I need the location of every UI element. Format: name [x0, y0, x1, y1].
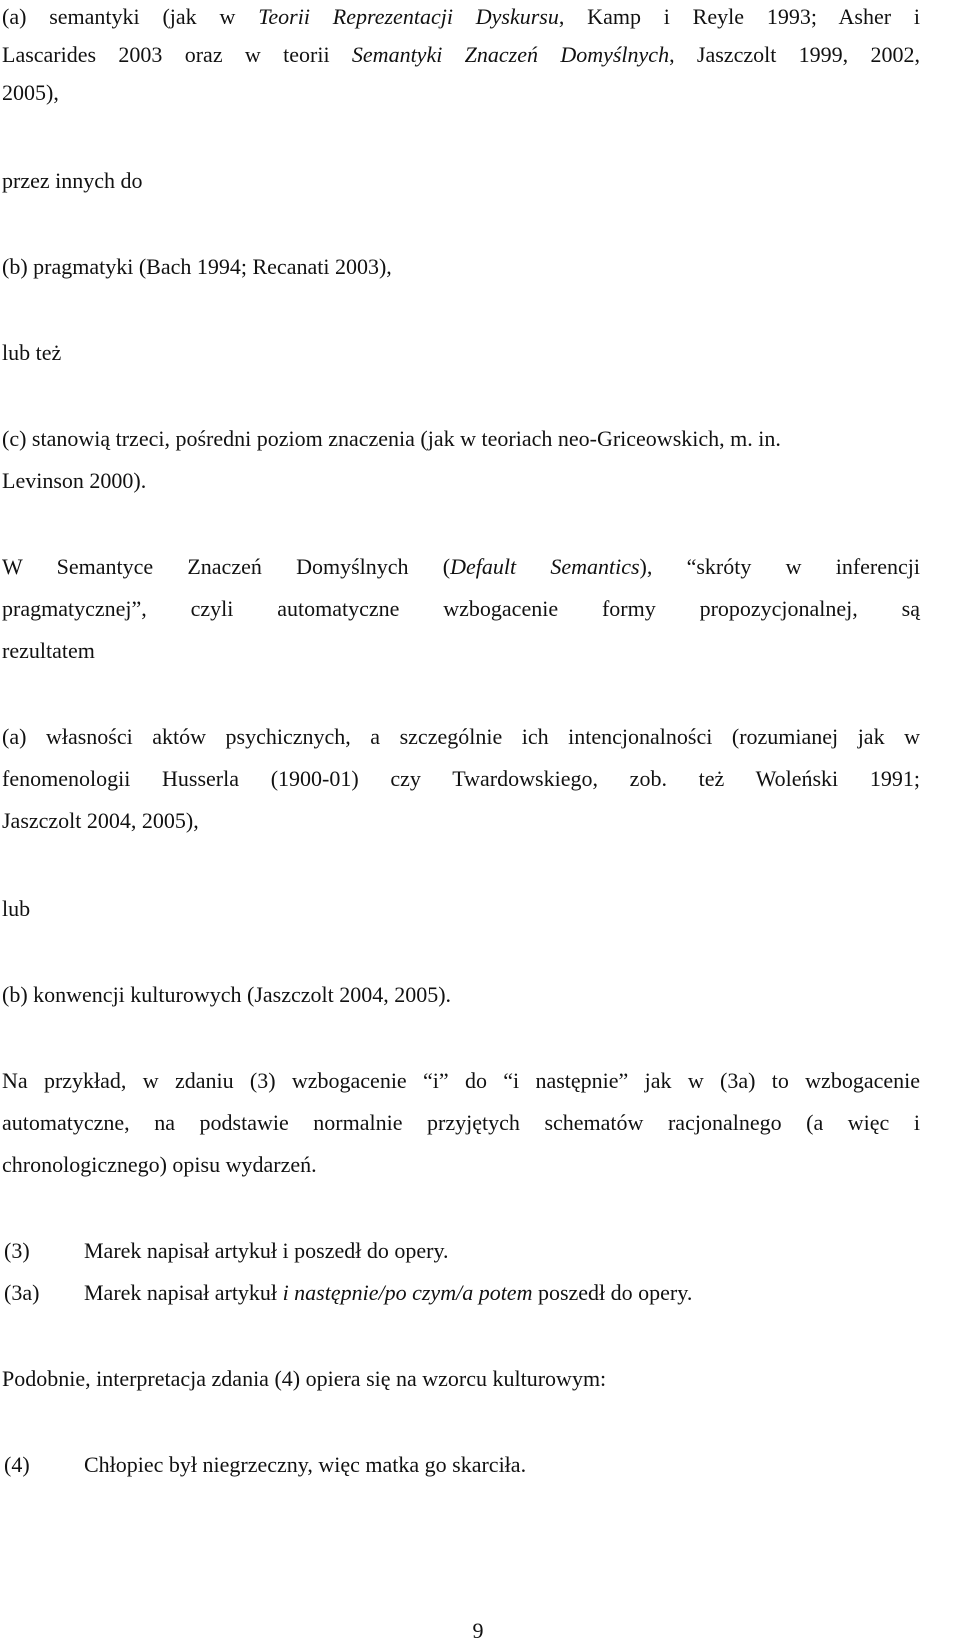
paragraph-default-semantics-line3: rezultatem	[2, 638, 95, 663]
text-span: ), “skróty w inferencji	[639, 554, 920, 579]
connector-text: przez innych do	[2, 168, 143, 193]
list-item-c-intermediate-line2: Levinson 2000).	[2, 468, 147, 493]
italic-title: Teorii Reprezentacji Dyskursu	[258, 4, 559, 29]
text-span: (a) semantyki (jak w	[2, 4, 259, 29]
paragraph-cultural-pattern: Podobnie, interpretacja zdania (4) opiera się na wzorcu kulturowym:	[2, 1366, 607, 1391]
list-item-c-intermediate-line1: (c) stanowią trzeci, pośredni poziom znaczenia (jak w teoriach neo-Griceowskich, m. in.	[2, 426, 781, 451]
paragraph-default-semantics-line1	[2, 552, 920, 582]
example-sentence: Chłopiec był niegrzeczny, więc matka go skarciła.	[84, 1452, 527, 1477]
paragraph-example-line3: chronologicznego) opisu wydarzeń.	[2, 1152, 317, 1177]
text-span: , Kamp i Reyle 1993; Asher i	[558, 4, 921, 29]
italic-term: Default Semantics	[450, 554, 640, 579]
text-span: W Semantyce Znaczeń Domyślnych (	[2, 554, 451, 579]
text-span: , Jaszczolt 1999, 2002,	[669, 42, 920, 67]
paragraph-default-semantics-line2: pragmatycznej”, czyli automatyczne wzbogacenie formy propozycjonalnej, są	[2, 596, 920, 621]
text-span: poszedł do opery.	[532, 1280, 693, 1305]
italic-title: Semantyki Znaczeń Domyślnych	[351, 42, 670, 67]
example-number: (3)	[4, 1238, 30, 1263]
list-item-a-semantics-line2	[2, 40, 920, 70]
list-item-a-psychic-acts-line2: fenomenologii Husserla (1900-01) czy Twardowskiego, zob. też Woleński 1991;	[2, 766, 920, 791]
example-number: (3a)	[4, 1280, 40, 1305]
paragraph-example-line1: Na przykład, w zdaniu (3) wzbogacenie “i” do “i następnie” jak w (3a) to wzbogacenie	[2, 1068, 920, 1093]
text-span: Marek napisał artykuł	[84, 1280, 283, 1305]
list-item-a-semantics-line3: 2005),	[2, 80, 59, 105]
italic-enrichment: i następnie/po czym/a potem	[282, 1280, 533, 1305]
list-item-b-pragmatics: (b) pragmatyki (Bach 1994; Recanati 2003),	[2, 254, 392, 279]
connector-text: lub też	[2, 340, 62, 365]
paragraph-example-line2: automatyczne, na podstawie normalnie przyjętych schematów racjonalnego (a więc i	[2, 1110, 920, 1135]
text-span: Lascarides 2003 oraz w teorii	[2, 42, 352, 67]
list-item-a-psychic-acts-line3: Jaszczolt 2004, 2005),	[2, 808, 199, 833]
connector-text: lub	[2, 896, 31, 921]
list-item-b-cultural-conventions: (b) konwencji kulturowych (Jaszczolt 2004, 2005).	[2, 982, 452, 1007]
page-number: 9	[472, 1618, 484, 1643]
list-item-a-semantics-line1	[2, 2, 920, 32]
example-sentence: Marek napisał artykuł i poszedł do opery.	[84, 1238, 449, 1263]
list-item-a-psychic-acts-line1: (a) własności aktów psychicznych, a szczególnie ich intencjonalności (rozumianej jak w	[2, 724, 920, 749]
example-sentence	[84, 1278, 692, 1308]
example-number: (4)	[4, 1452, 30, 1477]
